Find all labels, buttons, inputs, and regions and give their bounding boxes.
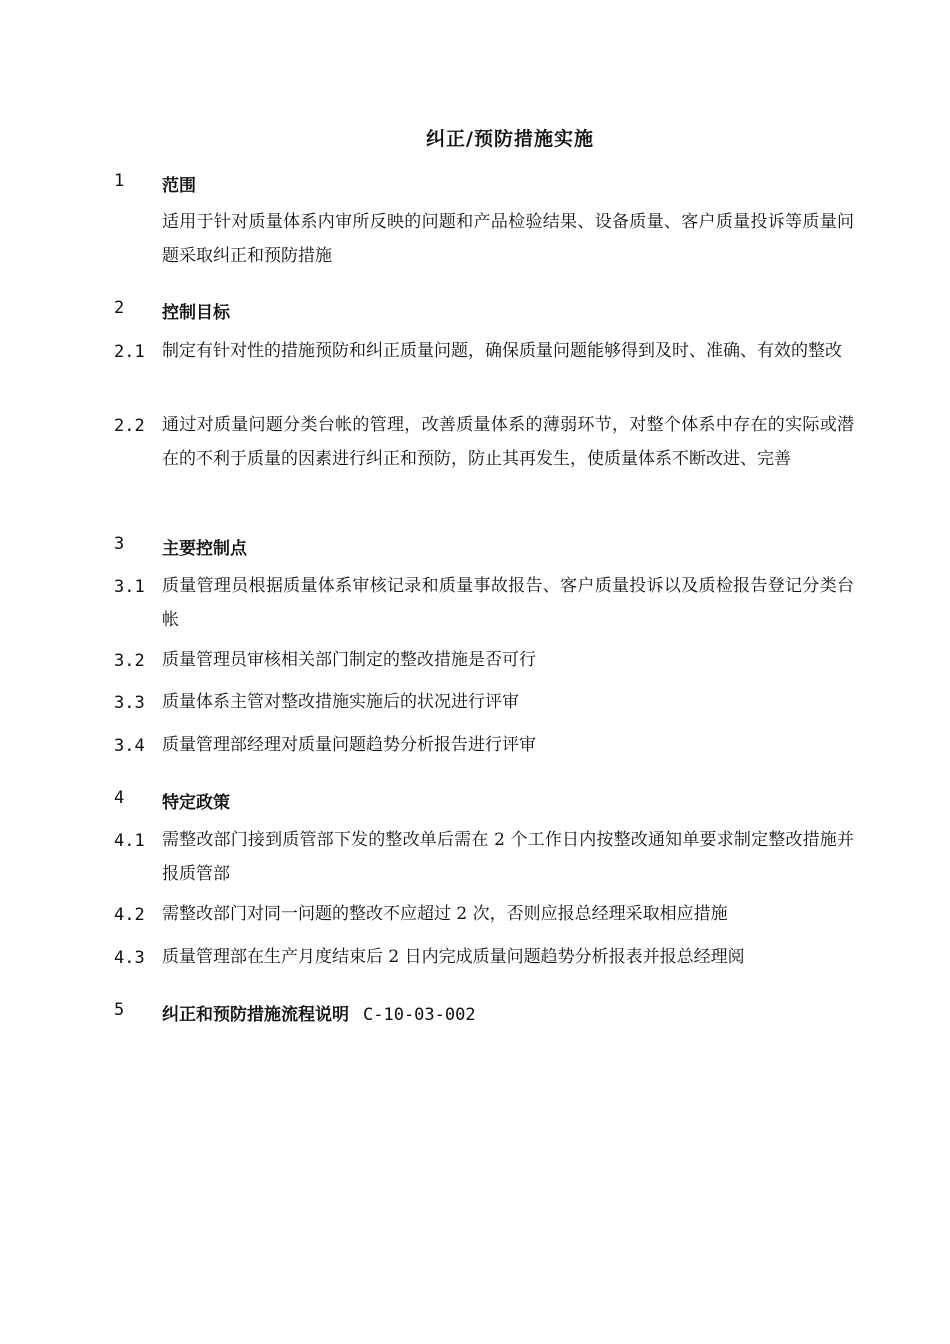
item-number: 2.1 [114, 342, 145, 362]
item-number: 2.2 [114, 416, 145, 436]
section-heading: 控制目标 [162, 303, 230, 323]
section-number: 2 [114, 298, 125, 318]
item-text: 质量管理部经理对质量问题趋势分析报告进行评审 [162, 735, 536, 755]
item-number: 3.2 [114, 651, 145, 671]
section-heading [162, 1000, 476, 1025]
item-text: 质量管理员根据质量体系审核记录和质量事故报告、客户质量投诉以及质检报告登记分类台帐 [162, 576, 854, 630]
document-code: C-10-03-002 [363, 1005, 476, 1025]
item-number: 3.4 [114, 736, 145, 756]
item-number: 4.2 [114, 905, 145, 925]
item-text: 需整改部门接到质管部下发的整改单后需在 2 个工作日内按整改通知单要求制定整改措施并报质管部 [162, 830, 854, 884]
section-heading-label: 纠正和预防措施流程说明 [162, 1005, 349, 1025]
item-text: 制定有针对性的措施预防和纠正质量问题，确保质量问题能够得到及时、准确、有效的整改 [162, 341, 842, 361]
section-heading: 范围 [162, 176, 196, 196]
section-number: 3 [114, 534, 125, 554]
document-title: 纠正/预防措施实施 [426, 128, 594, 150]
section-number: 4 [114, 788, 125, 808]
item-text: 需整改部门对同一问题的整改不应超过 2 次，否则应报总经理采取相应措施 [162, 904, 728, 924]
item-number: 3.3 [114, 693, 145, 713]
section-heading: 主要控制点 [162, 539, 247, 559]
section-number: 1 [114, 171, 125, 191]
item-number: 4.3 [114, 948, 145, 968]
item-text: 质量管理部在生产月度结束后 2 日内完成质量问题趋势分析报表并报总经理阅 [162, 947, 745, 967]
section-heading: 特定政策 [162, 793, 230, 813]
item-text: 通过对质量问题分类台帐的管理，改善质量体系的薄弱环节，对整个体系中存在的实际或潜在的不利于质量的因素进行纠正和预防，防止其再发生，使质量体系不断改进、完善 [162, 415, 854, 469]
item-text: 质量体系主管对整改措施实施后的状况进行评审 [162, 692, 519, 712]
section-number: 5 [114, 1000, 125, 1020]
item-number: 3.1 [114, 577, 145, 597]
item-number: 4.1 [114, 831, 145, 851]
item-text: 质量管理员审核相关部门制定的整改措施是否可行 [162, 650, 536, 670]
section-paragraph: 适用于针对质量体系内审所反映的问题和产品检验结果、设备质量、客户质量投诉等质量问题采取纠正和预防措施 [162, 212, 854, 266]
